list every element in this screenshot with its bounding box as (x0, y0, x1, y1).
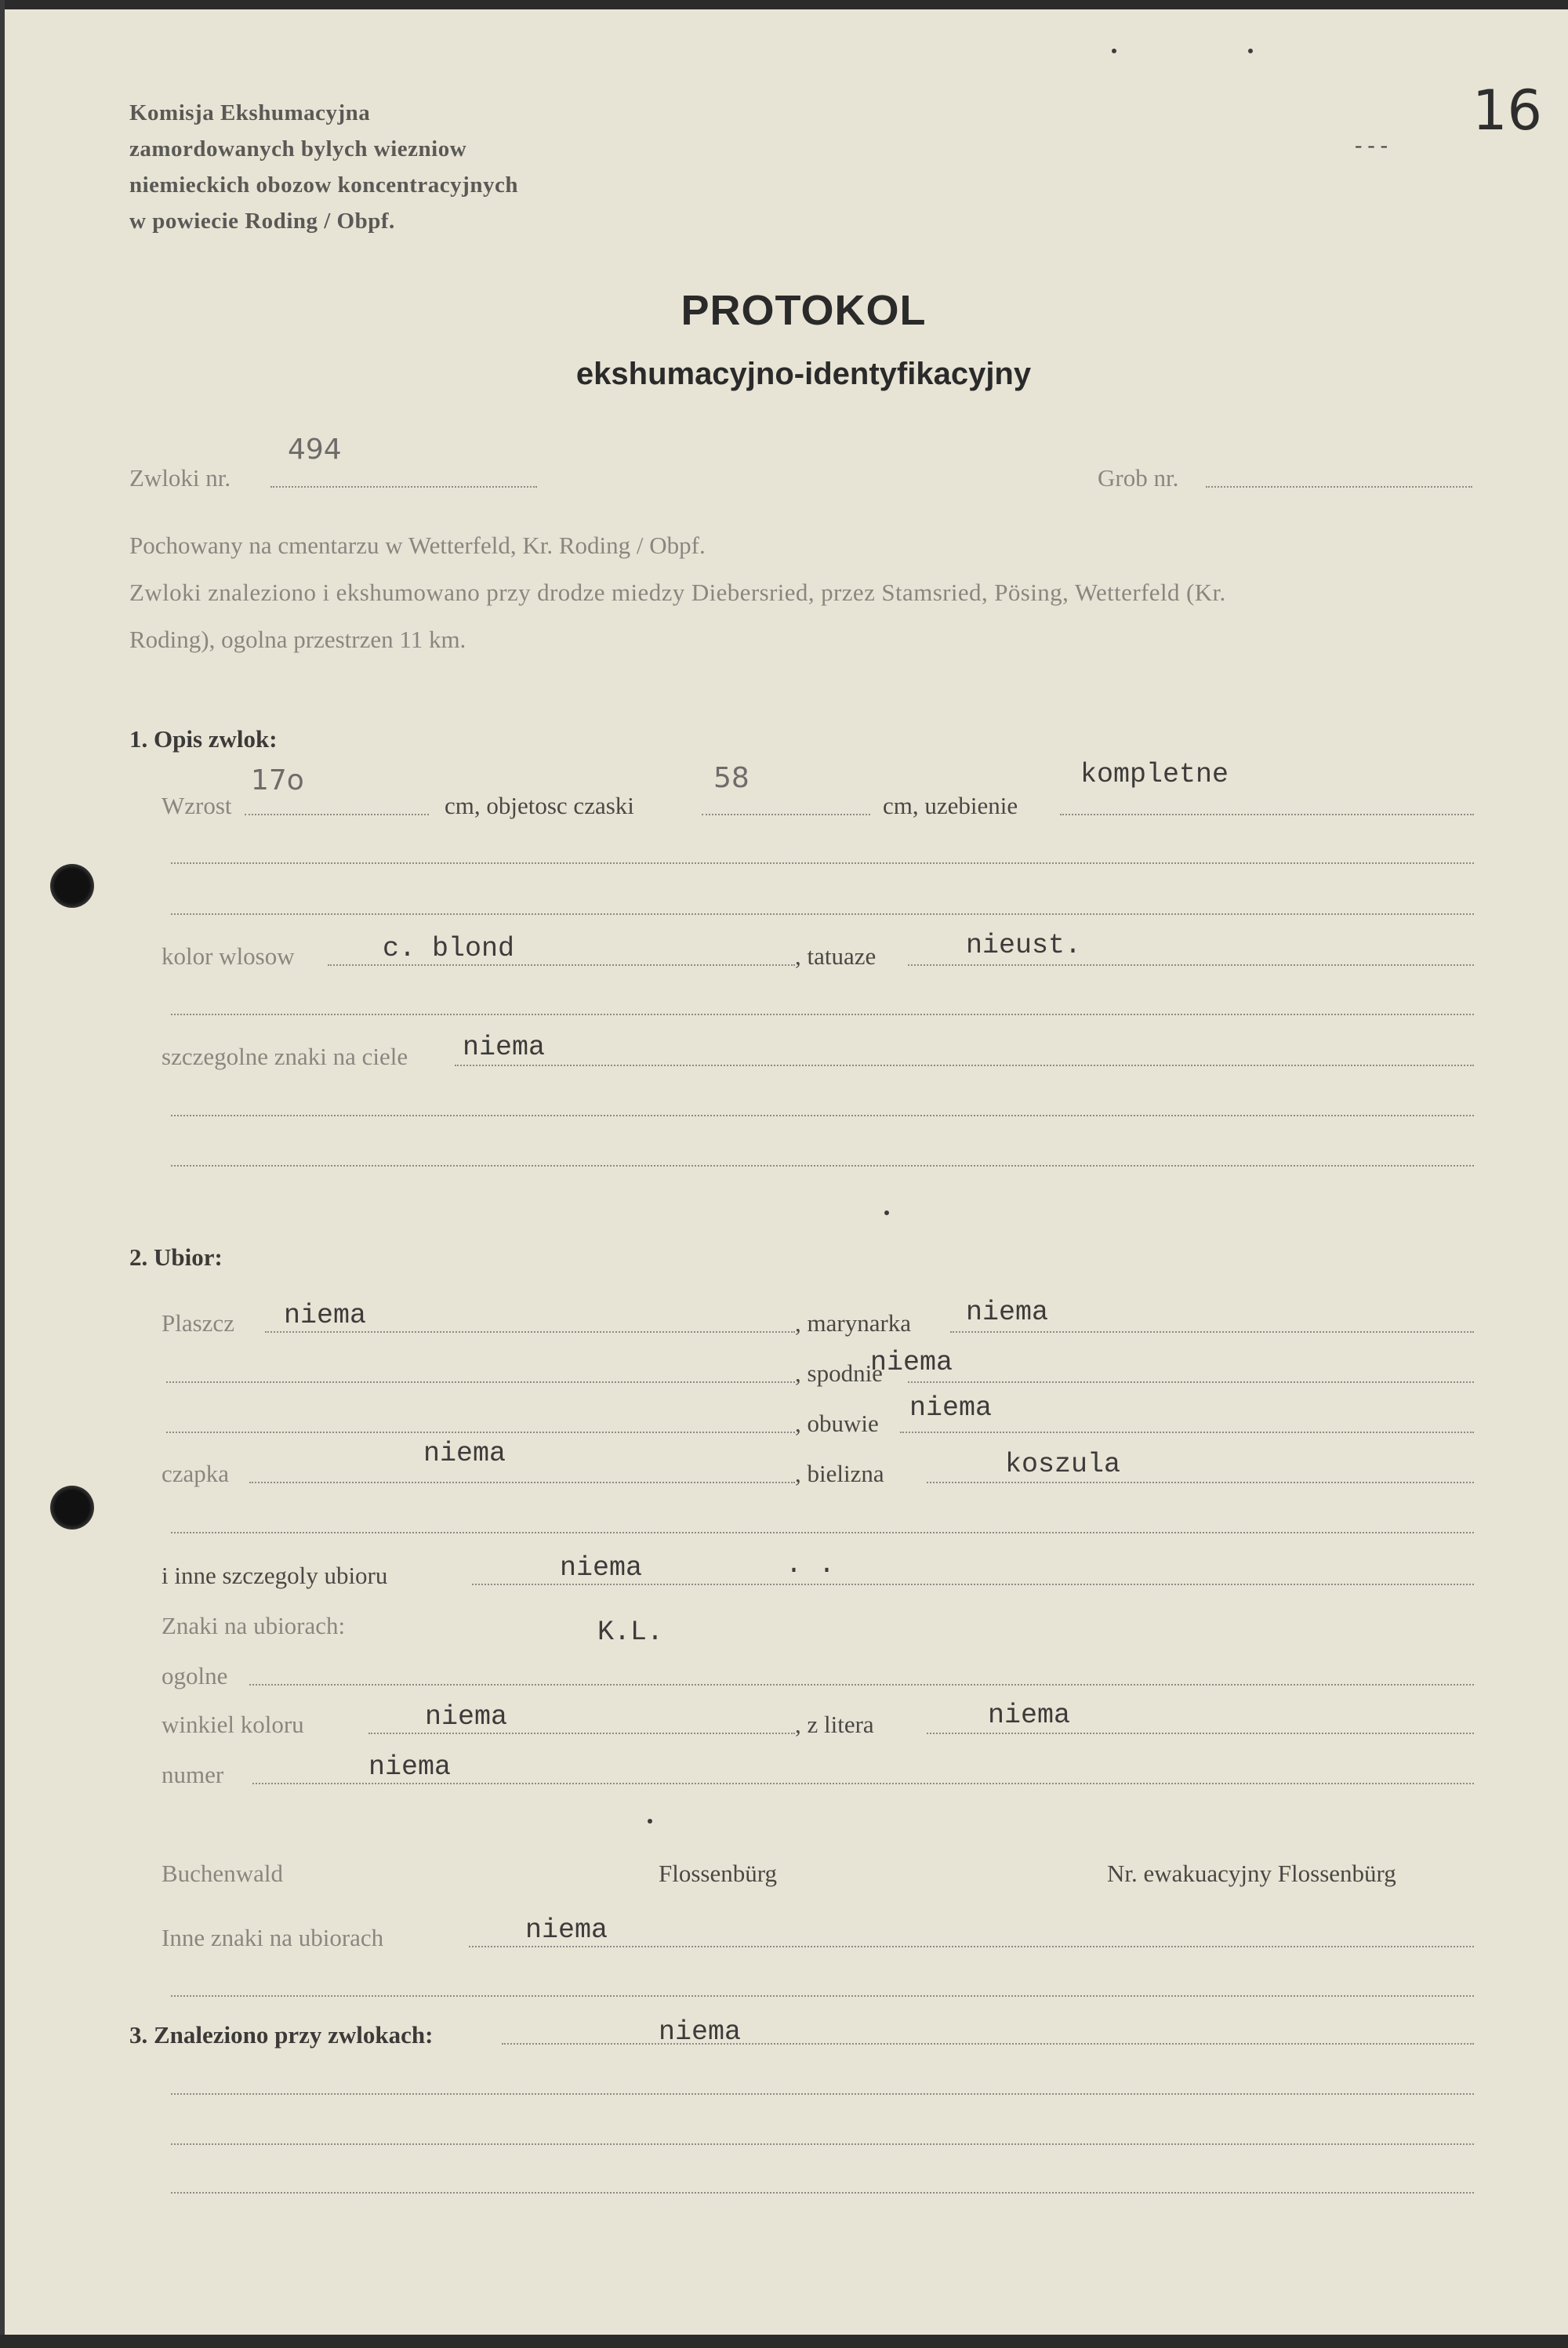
scan-border-top (0, 0, 1568, 9)
uzebienie-line (1060, 814, 1474, 815)
plaszcz-label: Plaszcz (162, 1309, 234, 1337)
intro-line-1: Pochowany na cmentarzu w Wetterfeld, Kr. Roding / Obpf. (129, 532, 706, 559)
scan-border-left (0, 0, 5, 2348)
blank-line-7 (166, 1432, 795, 1433)
tatuaze-line (908, 964, 1474, 966)
zwloki-label: Zwloki nr. (129, 464, 231, 492)
blank-line-11 (171, 2143, 1474, 2145)
czaszka-label: cm, objetosc czaski (445, 792, 634, 819)
obuwie-label: , obuwie (795, 1410, 879, 1437)
inne-szczegoly-label: i inne szczegoly ubioru (162, 1562, 388, 1589)
inne-znaki-value: niema (525, 1914, 608, 1946)
wzrost-label: Wzrost (162, 792, 232, 819)
inne-znaki-line (469, 1946, 1474, 1947)
bielizna-value: koszula (1005, 1449, 1121, 1480)
header-line-3: niemieckich obozow koncentracyjnych (129, 172, 518, 198)
plaszcz-line (265, 1331, 795, 1333)
intro-line-3: Roding), ogolna przestrzen 11 km. (129, 626, 466, 653)
bielizna-line (927, 1482, 1474, 1483)
inne-szczegoly-value: niema (560, 1552, 643, 1584)
inne-szczegoly-line (472, 1584, 1474, 1585)
kolor-value: c. blond (383, 933, 515, 964)
kolor-line (328, 964, 795, 966)
litera-value: niema (988, 1700, 1071, 1731)
obuwie-line (900, 1432, 1474, 1433)
znaki-cialo-line (455, 1065, 1474, 1066)
winkiel-label: winkiel koloru (162, 1711, 304, 1738)
zwloki-value: 494 (288, 434, 342, 466)
czapka-value: niema (423, 1438, 506, 1469)
wzrost-value: 17o (251, 764, 304, 797)
scan-border-bottom (0, 2335, 1568, 2348)
marynarka-label: , marynarka (795, 1309, 912, 1337)
znaki-cialo-label: szczegolne znaki na ciele (162, 1043, 408, 1070)
blank-line-9 (171, 1995, 1474, 1997)
blank-line-8 (171, 1532, 1474, 1533)
document-subtitle: ekshumacyjno-identyfikacyjny (575, 357, 1032, 391)
obuwie-value: niema (909, 1392, 993, 1424)
speck (1112, 49, 1116, 53)
blank-line-10 (171, 2093, 1474, 2095)
czaszka-line (702, 814, 870, 815)
zwloki-line (270, 486, 537, 488)
spodnie-line (908, 1381, 1474, 1383)
uzebienie-label: cm, uzebienie (883, 792, 1018, 819)
header-line-1: Komisja Ekshumacyjna (129, 100, 371, 125)
grob-label: Grob nr. (1098, 464, 1179, 492)
blank-line-4 (171, 1115, 1474, 1116)
znaki-cialo-value: niema (463, 1032, 546, 1063)
znaki-ubior-value: K.L. (597, 1617, 664, 1648)
camp-evacuation-number: Nr. ewakuacyjny Flossenbürg (1107, 1860, 1396, 1887)
top-right-dashes: - - - (1355, 133, 1388, 158)
winkiel-line (368, 1733, 795, 1734)
punch-hole-lower (50, 1486, 94, 1530)
grob-line (1206, 486, 1472, 488)
blank-line-2 (171, 913, 1474, 915)
marynarka-line (950, 1331, 1474, 1333)
section3-value: niema (659, 2016, 742, 2048)
camp-flossenburg: Flossenbürg (659, 1860, 778, 1887)
speck (648, 1819, 652, 1824)
numer-line (252, 1783, 1474, 1784)
blank-line-1 (171, 862, 1474, 864)
blank-line-12 (171, 2192, 1474, 2194)
header-line-4: w powiecie Roding / Obpf. (129, 209, 395, 234)
speck (884, 1210, 889, 1215)
blank-line-5 (171, 1165, 1474, 1167)
inne-szczegoly-extra: . . (786, 1549, 836, 1580)
inne-znaki-label: Inne znaki na ubiorach (162, 1924, 384, 1951)
uzebienie-value: kompletne (1080, 759, 1229, 790)
czaszka-value: 58 (713, 762, 750, 794)
page-number: 16 (1472, 78, 1543, 143)
section1-heading: 1. Opis zwlok: (129, 725, 278, 753)
punch-hole-upper (50, 864, 94, 908)
znaki-ubior-label: Znaki na ubiorach: (162, 1612, 346, 1639)
intro-line-2: Zwloki znaleziono i ekshumowano przy drodze miedzy Diebersried, przez Stamsried, Pösing, Wetterfeld (Kr. (129, 579, 1226, 606)
litera-line (927, 1733, 1474, 1734)
camp-buchenwald: Buchenwald (162, 1860, 283, 1887)
header-line-2: zamordowanych bylych wiezniow (129, 136, 467, 161)
section3-line (502, 2043, 1474, 2045)
spodnie-value: niema (870, 1347, 953, 1378)
spodnie-label: , spodnie (795, 1359, 883, 1387)
ogolne-line (249, 1684, 1474, 1686)
wzrost-line (245, 814, 429, 815)
bielizna-label: , bielizna (795, 1460, 884, 1487)
marynarka-value: niema (966, 1297, 1049, 1328)
blank-line-3 (171, 1014, 1474, 1015)
tatuaze-value: nieust. (966, 930, 1082, 961)
winkiel-value: niema (425, 1701, 508, 1733)
blank-line-6 (166, 1381, 795, 1383)
kolor-label: kolor wlosow (162, 942, 295, 970)
litera-label: , z litera (795, 1711, 874, 1738)
czapka-label: czapka (162, 1460, 230, 1487)
section2-heading: 2. Ubior: (129, 1243, 223, 1271)
plaszcz-value: niema (284, 1300, 367, 1331)
ogolne-label: ogolne (162, 1662, 228, 1689)
tatuaze-label: , tatuaze (795, 942, 877, 970)
czapka-line (249, 1482, 795, 1483)
numer-value: niema (368, 1751, 452, 1783)
document-title: PROTOKOL (681, 287, 927, 334)
section3-heading: 3. Znaleziono przy zwlokach: (129, 2021, 434, 2049)
speck (1248, 49, 1253, 53)
numer-label: numer (162, 1761, 224, 1788)
